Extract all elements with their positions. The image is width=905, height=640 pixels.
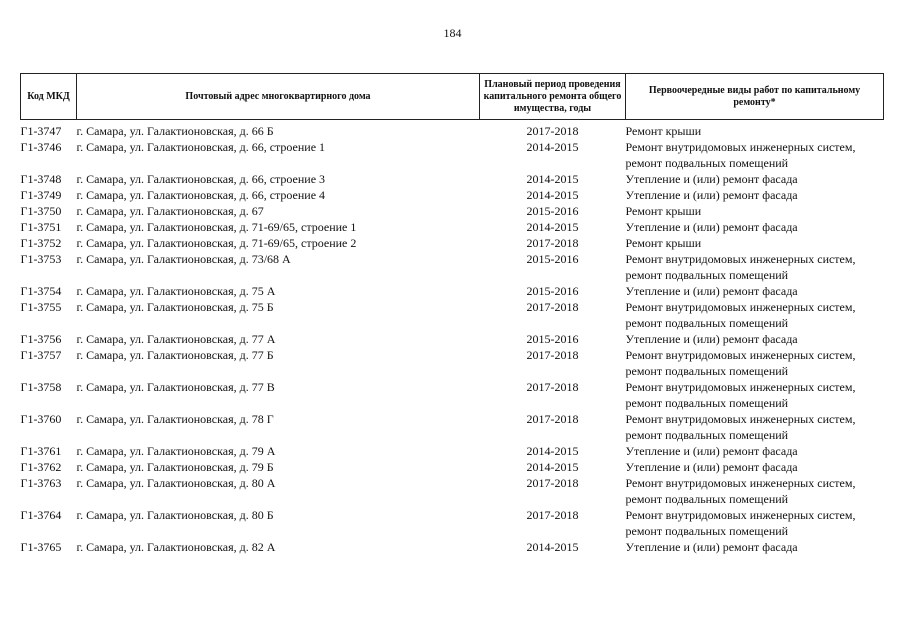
row-works — [626, 459, 884, 475]
row-period: 2014-2015 — [526, 460, 579, 474]
row-period: 2017-2018 — [526, 300, 579, 314]
row-address: г. Самара, ул. Галактионовская, д. 73/68 А — [76, 252, 291, 266]
row-address: г. Самара, ул. Галактионовская, д. 71-69/65, строение 2 — [76, 236, 357, 250]
capital-repair-table — [20, 73, 884, 555]
row-works — [626, 443, 884, 459]
row-address: г. Самара, ул. Галактионовская, д. 78 Г — [76, 412, 274, 426]
work-line: Ремонт крыши — [625, 204, 702, 218]
table-row — [21, 411, 884, 443]
work-line: ремонт подвальных помещений — [625, 428, 789, 442]
row-address: г. Самара, ул. Галактионовская, д. 80 А — [76, 476, 276, 490]
row-works — [626, 203, 884, 219]
work-line: Ремонт внутридомовых инженерных систем, — [625, 252, 856, 266]
row-code: Г1-3755 — [20, 300, 62, 314]
row-period: 2015-2016 — [526, 252, 579, 266]
row-address: г. Самара, ул. Галактионовская, д. 82 А — [76, 540, 276, 554]
row-code: Г1-3750 — [20, 204, 62, 218]
header-period: Плановый период проведения капитального ремонта общего имущества, годы — [480, 74, 626, 120]
row-code: Г1-3758 — [20, 380, 62, 394]
row-period: 2017-2018 — [526, 348, 579, 362]
row-works — [626, 235, 884, 251]
work-line: Ремонт внутридомовых инженерных систем, — [625, 508, 856, 522]
work-line: Утепление и (или) ремонт фасада — [625, 540, 798, 554]
table-row — [21, 219, 884, 235]
row-address: г. Самара, ул. Галактионовская, д. 77 В — [76, 380, 275, 394]
table-row — [21, 235, 884, 251]
row-period: 2017-2018 — [526, 476, 579, 490]
table-row — [21, 331, 884, 347]
row-address: г. Самара, ул. Галактионовская, д. 75 А — [76, 284, 276, 298]
row-works — [626, 123, 884, 139]
table-header — [21, 74, 884, 120]
work-line: Ремонт внутридомовых инженерных систем, — [625, 300, 856, 314]
table-row — [21, 203, 884, 219]
row-period: 2017-2018 — [526, 508, 579, 522]
header-code: Код МКД — [21, 74, 77, 120]
row-address: г. Самара, ул. Галактионовская, д. 66, строение 1 — [76, 140, 326, 154]
row-period: 2015-2016 — [526, 284, 579, 298]
work-line: ремонт подвальных помещений — [625, 316, 789, 330]
row-code: Г1-3752 — [20, 236, 62, 250]
table-row — [21, 459, 884, 475]
row-works — [626, 187, 884, 203]
row-code: Г1-3746 — [20, 140, 62, 154]
row-period: 2015-2016 — [526, 332, 579, 346]
row-code: Г1-3751 — [20, 220, 62, 234]
work-line: Утепление и (или) ремонт фасада — [625, 332, 798, 346]
table-row — [21, 379, 884, 411]
row-period: 2017-2018 — [526, 124, 579, 138]
row-period: 2014-2015 — [526, 172, 579, 186]
row-code: Г1-3764 — [20, 508, 62, 522]
work-line: Утепление и (или) ремонт фасада — [625, 172, 798, 186]
row-code: Г1-3748 — [20, 172, 62, 186]
row-works — [626, 139, 884, 171]
table-row — [21, 171, 884, 187]
table-row — [21, 251, 884, 283]
row-address: г. Самара, ул. Галактионовская, д. 66, строение 4 — [76, 188, 326, 202]
row-works — [626, 251, 884, 283]
work-line: Утепление и (или) ремонт фасада — [625, 284, 798, 298]
work-line: Ремонт внутридомовых инженерных систем, — [625, 476, 856, 490]
row-works — [626, 331, 884, 347]
work-line: Утепление и (или) ремонт фасада — [625, 188, 798, 202]
table-row — [21, 475, 884, 507]
table-row — [21, 299, 884, 331]
row-period: 2014-2015 — [526, 220, 579, 234]
row-period: 2014-2015 — [526, 140, 579, 154]
work-line: Утепление и (или) ремонт фасада — [625, 460, 798, 474]
work-line: Ремонт внутридомовых инженерных систем, — [625, 348, 856, 362]
row-code: Г1-3762 — [20, 460, 62, 474]
row-period: 2017-2018 — [526, 412, 579, 426]
row-period: 2015-2016 — [526, 204, 579, 218]
row-works — [626, 347, 884, 379]
row-works — [626, 411, 884, 443]
row-address: г. Самара, ул. Галактионовская, д. 67 — [76, 204, 264, 218]
row-address: г. Самара, ул. Галактионовская, д. 75 Б — [76, 300, 274, 314]
header-works: Первоочередные виды работ по капитальному ремонту* — [626, 74, 884, 120]
header-address: Почтовый адрес многоквартирного дома — [77, 74, 480, 120]
row-code: Г1-3749 — [20, 188, 62, 202]
row-period: 2014-2015 — [526, 188, 579, 202]
row-period: 2017-2018 — [526, 380, 579, 394]
row-works — [626, 283, 884, 299]
work-line: Утепление и (или) ремонт фасада — [625, 220, 798, 234]
work-line: ремонт подвальных помещений — [625, 524, 789, 538]
page-number: 184 — [443, 26, 462, 40]
table-row — [21, 347, 884, 379]
row-period: 2014-2015 — [526, 444, 579, 458]
table-body — [21, 120, 884, 556]
row-address: г. Самара, ул. Галактионовская, д. 80 Б — [76, 508, 274, 522]
row-code: Г1-3756 — [20, 332, 62, 346]
row-code: Г1-3753 — [20, 252, 62, 266]
row-code: Г1-3760 — [20, 412, 62, 426]
row-address: г. Самара, ул. Галактионовская, д. 66, строение 3 — [76, 172, 326, 186]
row-code: Г1-3747 — [20, 124, 62, 138]
work-line: Ремонт крыши — [625, 124, 702, 138]
row-works — [626, 299, 884, 331]
row-period: 2014-2015 — [526, 540, 579, 554]
row-works — [626, 379, 884, 411]
work-line: ремонт подвальных помещений — [625, 364, 789, 378]
table-row — [21, 507, 884, 539]
row-works — [626, 171, 884, 187]
row-address: г. Самара, ул. Галактионовская, д. 79 А — [76, 444, 276, 458]
table-row — [21, 139, 884, 171]
work-line: Ремонт внутридомовых инженерных систем, — [625, 140, 856, 154]
row-code: Г1-3754 — [20, 284, 62, 298]
row-address: г. Самара, ул. Галактионовская, д. 79 Б — [76, 460, 274, 474]
table-row — [21, 539, 884, 555]
row-works — [626, 507, 884, 539]
work-line: ремонт подвальных помещений — [625, 156, 789, 170]
work-line: Утепление и (или) ремонт фасада — [625, 444, 798, 458]
row-works — [626, 219, 884, 235]
work-line: Ремонт крыши — [625, 236, 702, 250]
row-address: г. Самара, ул. Галактионовская, д. 66 Б — [76, 124, 274, 138]
row-address: г. Самара, ул. Галактионовская, д. 77 А — [76, 332, 276, 346]
row-code: Г1-3765 — [20, 540, 62, 554]
row-works — [626, 475, 884, 507]
row-address: г. Самара, ул. Галактионовская, д. 77 Б — [76, 348, 274, 362]
row-code: Г1-3761 — [20, 444, 62, 458]
row-code: Г1-3763 — [20, 476, 62, 490]
work-line: ремонт подвальных помещений — [625, 492, 789, 506]
work-line: Ремонт внутридомовых инженерных систем, — [625, 380, 856, 394]
row-address: г. Самара, ул. Галактионовская, д. 71-69/65, строение 1 — [76, 220, 357, 234]
work-line: Ремонт внутридомовых инженерных систем, — [625, 412, 856, 426]
row-works — [626, 539, 884, 555]
table-row — [21, 123, 884, 139]
table-row — [21, 443, 884, 459]
row-period: 2017-2018 — [526, 236, 579, 250]
work-line: ремонт подвальных помещений — [625, 268, 789, 282]
row-code: Г1-3757 — [20, 348, 62, 362]
work-line: ремонт подвальных помещений — [625, 396, 789, 410]
table-row — [21, 283, 884, 299]
table-row — [21, 187, 884, 203]
